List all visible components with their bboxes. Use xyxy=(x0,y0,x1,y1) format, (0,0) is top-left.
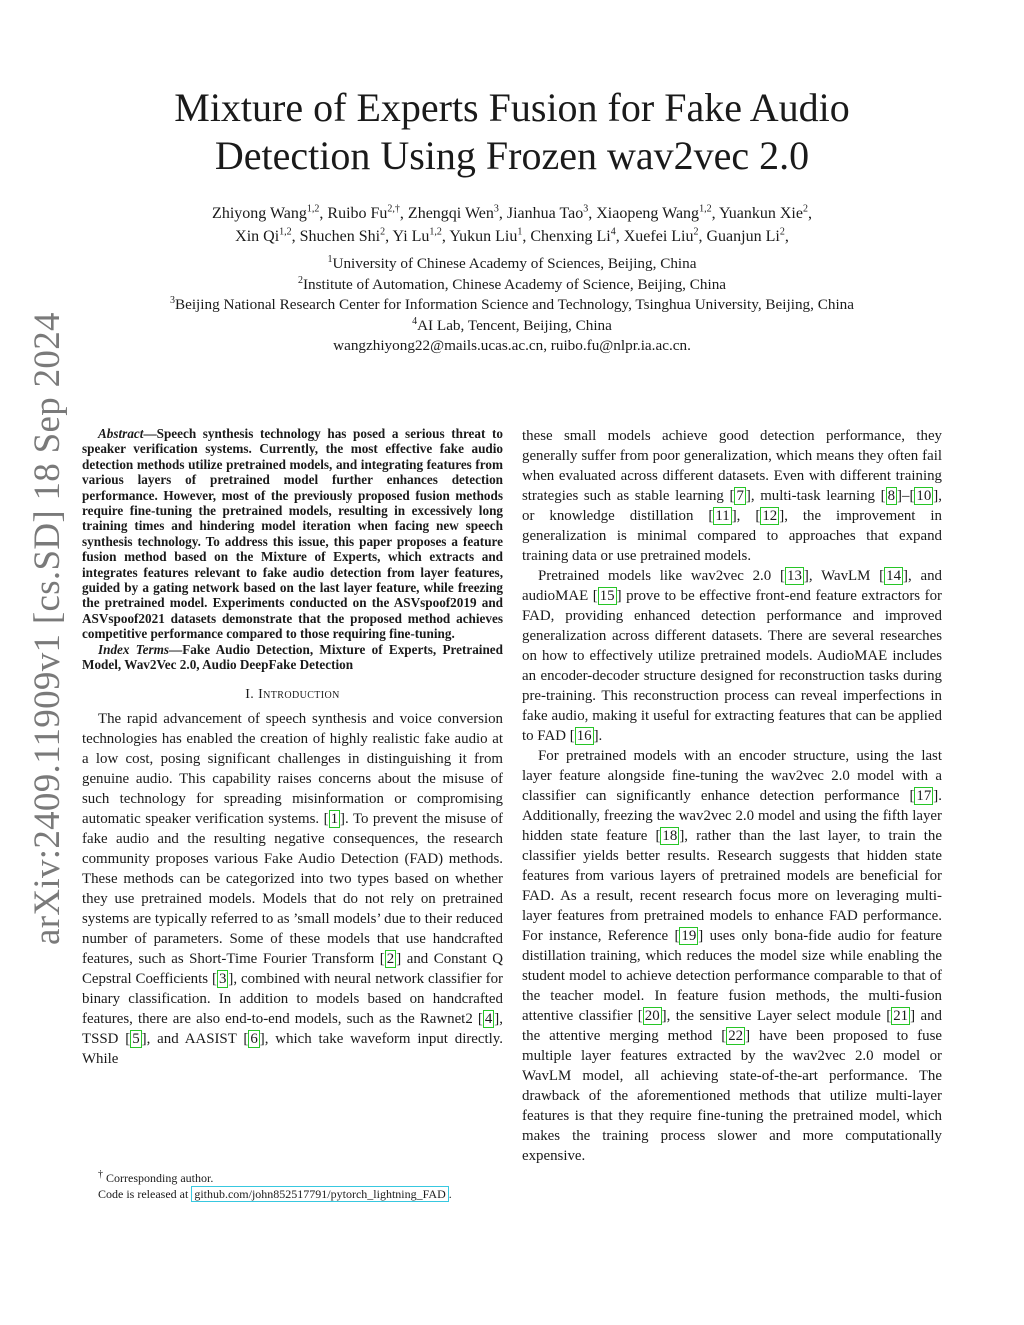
text-run: . To prevent the misuse of fake audio and the resulting negative consequences, the research community proposes various Fake Audio Detection (FAD) methods. These methods can be categorized into two types based on whether they use pretrained models. Models that do not rely on pretrained systems are typically referred to as ’small models’ due to their reduced number of parameters. Some of these models that use handcrafted features, such as Short-Time Fourier Transform xyxy=(82,810,503,967)
affil-text: Beijing National Research Center for Information Science and Technology, Tsinghua University, Beijing, China xyxy=(174,296,855,313)
citation-link[interactable]: 22 xyxy=(728,1028,744,1044)
author-name: Xuefei Liu xyxy=(623,228,694,245)
affil-sup: 2 xyxy=(297,274,303,286)
citation-link[interactable]: 10 xyxy=(916,488,932,504)
author-affil-sup: 1,2 xyxy=(279,226,292,238)
citation-link[interactable]: 7 xyxy=(736,488,744,504)
author-affil-sup: 2 xyxy=(802,203,808,215)
author-line-1: Zhiyong Wang$^{1,2}$, Ruibo $Fu^{2,\dagger}$, Zhengqi Wen$^3$, Jianhua Tao$^3$, Xiaopeng Wang$^{1,2}$, Yuankun Xie$^2$, xyxy=(212,203,812,222)
text-run: The rapid advancement of speech synthesis and voice conversion technologies has enabled the creation of highly realistic fake audio at a low cost, posing significant challenges in distinguishing it from genuine audio. This capability raises concerns about the misuse of such technology for spreading misinformation or compromising automatic speaker verification systems. xyxy=(82,710,503,827)
right-column xyxy=(522,426,942,1166)
author-name: Jianhua Tao xyxy=(506,205,584,222)
footnote-text: Corresponding author. xyxy=(106,1171,214,1185)
author-affil-sup: 1 xyxy=(517,226,523,238)
text-run: , which take waveform input directly. While xyxy=(82,1030,504,1067)
text-run: – xyxy=(901,488,910,504)
index-terms-label: Index Terms xyxy=(98,641,170,657)
abstract-text: —Speech synthesis technology has posed a serious threat to speaker verification systems. Currently, the most effective fake audio detection methods utilize pretrained models, and integrating features from various layers of pretrained model further enhances detection performance. However, most of the previously proposed fusion methods require fine-tuning the pretrained models, resulting in excessively long training times and hindering model iteration when facing new speech synthesis technology. To address this issue, this paper proposes a feature fusion method based on the Mixture of Experts, which extracts and integrates features relevant to fake audio detection from layer features, guided by a gating network based on the last layer feature, while freezing the pretrained model. Experiments conducted on the ASVspoof2019 and ASVspoof2021 datasets demonstrate that the proposed method achieves competitive performance compared to those requiring fine-tuning. xyxy=(82,426,503,642)
citation-link[interactable]: 4 xyxy=(484,1010,493,1027)
body-paragraph: Pretrained models like wav2vec 2.0 [ 13 ], WavLM [ 14 ], and audioMAE [ 15 ] prove to be effective front-end feature extractors for FAD, providing enhanced detection performance and improved generalization across different datasets. There are several researches on how to effectively utilize pretrained models. AudioMAE includes an encoder-decoder structure designed for reconstruction tasks during pre-training. This reconstruction process can reveal imperfections in fake audio, making it useful for extracting features that can be applied to FAD [ 16 ]. xyxy=(522,568,942,744)
affiliation-4 xyxy=(0,316,1024,337)
index-terms xyxy=(82,642,503,673)
footnotes xyxy=(82,1170,522,1202)
citation-link[interactable]: 19 xyxy=(681,928,697,944)
text-run: , the sensitive Layer select module xyxy=(666,1008,887,1024)
author-name: Xiaopeng Wang xyxy=(596,205,700,222)
citation-link[interactable]: 2 xyxy=(386,950,395,967)
text-run: , combined with neural network classifier for binary classification. In addition to models based on handcrafted features, there are also end-to-end models, such as the Rawnet2 xyxy=(82,970,504,1027)
title-line-2: Detection Using Frozen wav2vec 2.0 xyxy=(214,133,810,178)
contact-emails: wangzhiyong22@mails.ucas.ac.cn, ruibo.fu@nlpr.ia.ac.cn. xyxy=(333,337,691,354)
affiliation-3 xyxy=(0,295,1024,316)
text-run: these small models achieve good detection performance, they generally suffer from poor generalization, which means they often fail when evaluated across different datasets. Even with different training strategies such as stable learning xyxy=(522,428,942,504)
text-run: , TSSD xyxy=(82,1010,503,1047)
text-run: , xyxy=(736,508,756,524)
citation-link[interactable]: 6 xyxy=(250,1030,258,1047)
author-line-2: Xin Qi$^{1,2}$, Shuchen Shi$^2$, Yi Lu$^{1,2}$, Yukun Liu$^1$, Chenxing Li$^4$, Xuefei Liu$^2$, Guanjun Li$^2$, xyxy=(235,226,789,245)
section-number: I. xyxy=(245,686,255,702)
abstract-label: Abstract xyxy=(98,426,144,441)
text-run: , WavLM xyxy=(808,568,880,584)
footnote-text: . xyxy=(448,1187,452,1201)
author-affil-sup: 1,2 xyxy=(306,203,320,215)
author-affil-sup: 2 xyxy=(693,226,699,238)
text-run: and the attentive merging method xyxy=(522,1008,942,1044)
text-run: , rather than the last layer, to train the classifier yields better results. Research suggests that hidden state features from various layers of pretrained models are beneficial for FAD. As a result, recent research focus more on leveraging multi-layer features from pretrained models to enhance FAD performance. For instance, Reference xyxy=(522,828,942,944)
author-name: Xin Qi xyxy=(235,228,280,245)
citation-link[interactable]: 13 xyxy=(787,568,802,584)
text-run: prove to be effective front-end feature extractors for FAD, providing enhanced detection performance and improved generalization across different datasets. There are several researches on how to effectively utilize pretrained models. AudioMAE includes an encoder-decoder structure designed for reconstruction tasks during pre-training. This reconstruction process can reveal imperfections in fake audio, making it useful for extracting features that can be applied to FAD xyxy=(522,588,942,744)
author-affil-sup: 2,† xyxy=(387,203,400,215)
author-name: Yukun Liu xyxy=(449,228,518,245)
intro-paragraph: The rapid advancement of speech synthesis and voice conversion technologies has enabled the creation of highly realistic fake audio at a low cost, posing significant challenges in distinguishing it from genuine audio. This capability raises concerns about the misuse of such technology for spreading misinformation or compromising automatic speaker verification systems. [ 1 ]. To prevent the misuse of fake audio and the resulting negative consequences, the research community proposes various Fake Audio Detection (FAD) methods. These methods can be categorized into two types based on whether they use pretrained models. Models that do not rely on pretrained systems are typically referred to as ’small models’ due to their reduced number of parameters. Some of these models that use handcrafted features, such as Short-Time Fourier Transform [ 2 ] and Constant Q Cepstral Coefficients [ 3 ], combined with neural network classifier for binary classification. In addition to models based on handcrafted features, there are also end-to-end models, such as the Rawnet2 [ 4 ], TSSD [ 5 ], and AASIST [ 6 ], which take waveform input directly. While xyxy=(82,710,504,1067)
citation-link[interactable]: 5 xyxy=(132,1030,140,1047)
section-heading-introduction xyxy=(82,687,503,703)
text-run: For pretrained models with an encoder structure, using the last layer feature alongside fine-tuning the wav2vec 2.0 model with a classifier can significantly enhance detection performance xyxy=(522,748,942,804)
body-paragraph: these small models achieve good detection performance, they generally suffer from poor generalization, which means they often fail when evaluated across different datasets. Even with different training strategies such as stable learning [ 7 ], multi-task learning [ 8 ]–[ 10 ], or knowledge distillation [ 11 ], [ 12 ], the improvement in generalization is minimal compared to approaches that expand training data or use pretrained models. xyxy=(522,428,943,564)
author-affil-sup: 1,2 xyxy=(699,203,712,215)
text-run: . Additionally, freezing the wav2vec 2.0 model and using the fifth layer hidden state feature xyxy=(522,788,942,844)
affiliation-list xyxy=(0,254,1024,357)
affiliation-2 xyxy=(0,275,1024,296)
author-name: Yi Lu xyxy=(392,228,430,245)
citation-link[interactable]: 17 xyxy=(916,788,932,804)
author-name: Guanjun Li xyxy=(706,228,780,245)
author-affil-sup: 2 xyxy=(779,226,785,238)
citation-link[interactable]: 14 xyxy=(886,568,902,584)
author-affil-sup: 1,2 xyxy=(429,226,442,238)
index-terms-text: —Fake Audio Detection, Mixture of Experts, Pretrained Model, Wav2Vec 2.0, Audio DeepFake Detection xyxy=(82,641,503,673)
author-name: Yuankun Xie xyxy=(718,205,803,222)
affil-text: Institute of Automation, Chinese Academy of Science, Beijing, China xyxy=(302,275,727,293)
author-affil-sup: 4 xyxy=(610,226,616,238)
affil-text: AI Lab, Tencent, Beijing, China xyxy=(417,316,612,334)
code-repository-link[interactable]: github.com/john852517791/pytorch_lightning_FAD xyxy=(191,1186,448,1202)
citation-link[interactable]: 16 xyxy=(576,728,592,744)
text-run: , multi-task learning xyxy=(750,488,881,504)
citation-link[interactable]: 3 xyxy=(218,970,227,987)
left-column xyxy=(82,426,503,1069)
affil-sup: 3 xyxy=(169,294,175,306)
footnote-text: Code is released at xyxy=(98,1187,192,1201)
body-paragraph: For pretrained models with an encoder structure, using the last layer feature alongside fine-tuning the wav2vec 2.0 model with a classifier can significantly enhance detection performance [ 17 ]. Additionally, freezing the wav2vec 2.0 model and using the fifth layer hidden state feature [ 18 ], rather than the last layer, to train the classifier yields better results. Research suggests that hidden state features from various layers of pretrained models are beneficial for FAD. As a result, recent research focus more on leveraging multi-layer features from pretrained models to enhance FAD performance. For instance, Reference [ 19 ] uses only bona-fide audio for feature distillation training, which reduces the model size while enabling the student model to achieve detection performance comparable to that of the teacher model. In feature fusion methods, the multi-fusion attentive classifier [ 20 ], the sensitive Layer select module [ 21 ] and the attentive merging method [ 22 ] have been proposed to fuse multiple layer features extracted by the wav2vec 2.0 model or WavLM model, all achieving state-of-the-art performance. The drawback of the aforementioned methods that utilize multi-layer features is that they require fine-tuning the pretrained model, which makes the training process slower and more computationally expensive. xyxy=(522,748,942,1164)
author-affil-sup: 3 xyxy=(583,203,589,215)
title-line-1: Mixture of Experts Fusion for Fake Audio xyxy=(174,85,850,130)
author-list xyxy=(0,202,1024,248)
affiliation-1 xyxy=(0,254,1024,275)
arxiv-identifier-stamp: arXiv:2409.11909v1 [cs.SD] 18 Sep 2024 xyxy=(27,312,68,945)
citation-link[interactable]: 1 xyxy=(330,810,339,827)
citation-link[interactable]: 8 xyxy=(887,488,896,504)
author-name: Shuchen Shi xyxy=(299,228,381,245)
author-affil-sup: 3 xyxy=(493,203,499,215)
footnote-corresponding xyxy=(82,1170,522,1186)
abstract xyxy=(82,426,503,642)
affil-text: University of Chinese Academy of Sciences, Beijing, China xyxy=(332,255,697,272)
author-name: Zhiyong Wang xyxy=(212,205,307,222)
author-affil-sup: 2 xyxy=(380,226,386,238)
text-run: have been proposed to fuse multiple layer features extracted by the wav2vec 2.0 model or WavLM model, all achieving state-of-the-art performance. The drawback of the aforementioned methods that utilize multi-layer features is that they require fine-tuning the pretrained model, which makes the training process slower and more computationally expensive. xyxy=(522,1028,942,1164)
text-run: and Constant Q Cepstral Coefficients xyxy=(82,950,503,987)
dagger-mark: † xyxy=(98,1169,103,1180)
text-run: , the improvement in generalization is minimal compared to approaches that expand training data or use pretrained models. xyxy=(522,508,943,564)
text-run: , and AASIST xyxy=(146,1030,244,1047)
text-run: , and audioMAE xyxy=(522,568,942,604)
citation-link[interactable]: 11 xyxy=(715,508,730,524)
paper-title xyxy=(0,84,1024,180)
citation-link[interactable]: 12 xyxy=(762,508,778,524)
affil-sup: 1 xyxy=(327,253,333,265)
affil-sup: 4 xyxy=(412,315,418,327)
author-name: Ruibo Fu xyxy=(327,205,388,222)
citation-link[interactable]: 18 xyxy=(662,828,678,844)
citation-link[interactable]: 15 xyxy=(599,588,615,604)
text-run: Pretrained models like wav2vec 2.0 xyxy=(538,568,781,584)
text-run: . xyxy=(598,728,603,744)
citation-link[interactable]: 20 xyxy=(644,1008,660,1024)
section-title: Introduction xyxy=(258,686,340,702)
citation-link[interactable]: 21 xyxy=(893,1008,909,1024)
text-run: uses only bona-fide audio for feature distillation training, which reduces the model size while enabling the student model to achieve detection performance comparable to that of the teacher model. In feature fusion methods, the multi-fusion attentive classifier xyxy=(522,928,942,1024)
footnote-code xyxy=(82,1186,522,1202)
text-run: , or knowledge distillation xyxy=(522,488,942,524)
author-name: Chenxing Li xyxy=(530,228,611,245)
author-name: Zhengqi Wen xyxy=(407,205,494,222)
